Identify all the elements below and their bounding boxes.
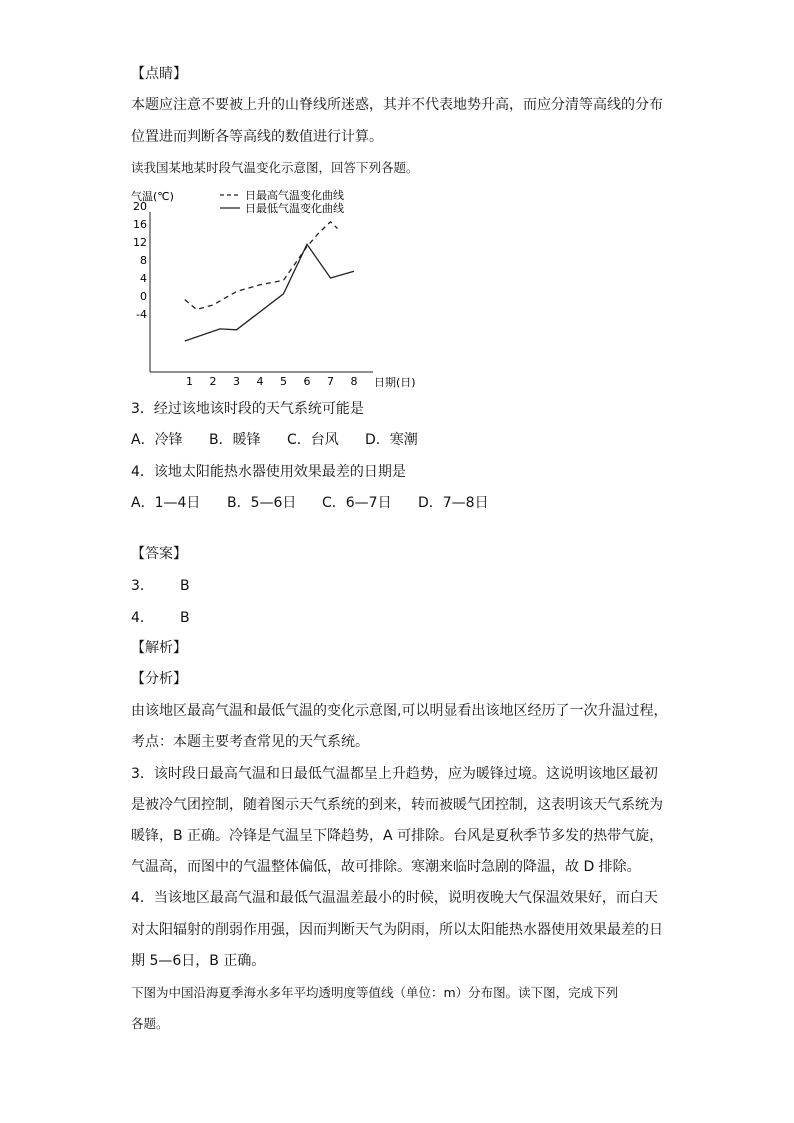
heading-dianjing: 【点睛】 bbox=[131, 66, 187, 82]
answer-3-value: B bbox=[180, 578, 190, 594]
analysis-line-8: 对太阳辐射的削弱作用强，因而判断天气为阴雨，所以太阳能热水器使用效果最差的日 bbox=[131, 922, 663, 938]
series-max-line bbox=[185, 222, 338, 310]
x-tick-label: 8 bbox=[350, 375, 358, 388]
q3-option-c: C．台风 bbox=[287, 432, 339, 448]
y-tick-label: 20 bbox=[133, 200, 147, 213]
next-intro-line-1: 下图为中国沿海夏季海水多年平均透明度等值线（单位：m）分布图。读下图，完成下列 bbox=[131, 985, 619, 1000]
answer-4-value: B bbox=[180, 610, 190, 626]
x-tick-label: 2 bbox=[209, 375, 217, 388]
x-tick-label: 7 bbox=[327, 375, 334, 388]
q4-option-b: B．5—6日 bbox=[227, 495, 297, 511]
heading-analysis: 【解析】 bbox=[131, 640, 187, 656]
analysis-line-4: 是被冷气团控制，随着图示天气系统的到来，转而被暖气团控制，这表明该天气系统为 bbox=[131, 797, 663, 813]
question-3-stem: 3．经过该地该时段的天气系统可能是 bbox=[131, 401, 364, 417]
analysis-line-6: 气温高，而图中的气温整体偏低，故可排除。寒潮来临时急剧的降温，故 D 排除。 bbox=[131, 859, 641, 875]
y-tick-label: -4 bbox=[136, 308, 147, 321]
y-tick-label: 8 bbox=[140, 254, 147, 267]
dianjing-line-1: 本题应注意不要被上升的山脊线所迷惑，其并不代表地势升高，而应分清等高线的分布 bbox=[131, 97, 663, 113]
temperature-chart bbox=[128, 186, 418, 388]
x-axis-label: 日期(日) bbox=[374, 376, 416, 388]
y-tick-label: 16 bbox=[133, 218, 147, 231]
answer-3-num: 3． bbox=[131, 578, 154, 594]
dianjing-line-2: 位置进而判断各等高线的数值进行计算。 bbox=[131, 129, 383, 145]
answer-4-num: 4． bbox=[131, 610, 154, 626]
q4-option-d: D．7—8日 bbox=[418, 495, 489, 511]
x-tick-label: 3 bbox=[233, 375, 240, 388]
legend-min-label: 日最低气温变化曲线 bbox=[245, 202, 344, 215]
analysis-line-9: 期 5—6日，B 正确。 bbox=[131, 953, 266, 969]
chart-intro: 读我国某地某时段气温变化示意图，回答下列各题。 bbox=[131, 160, 419, 175]
y-tick-label: 12 bbox=[133, 236, 147, 249]
x-tick-label: 5 bbox=[280, 375, 287, 388]
analysis-line-7: 4．当该地区最高气温和最低气温温差最小的时候，说明夜晚大气保温效果好，而白天 bbox=[131, 890, 658, 906]
heading-answer: 【答案】 bbox=[131, 546, 187, 562]
question-4-stem: 4．该地太阳能热水器使用效果最差的日期是 bbox=[131, 464, 406, 480]
q4-option-c: C．6—7日 bbox=[322, 495, 392, 511]
analysis-line-5: 暖锋，B 正确。冷锋是气温呈下降趋势，A 可排除。台风是夏秋季节多发的热带气旋， bbox=[131, 828, 664, 844]
x-tick-label: 4 bbox=[256, 375, 264, 388]
y-axis-label: 气温(℃) bbox=[131, 190, 174, 203]
q3-option-b: B．暖锋 bbox=[209, 432, 261, 448]
next-intro-line-2: 各题。 bbox=[131, 1016, 169, 1031]
analysis-line-1: 由该地区最高气温和最低气温的变化示意图,可以明显看出该地区经历了一次升温过程， bbox=[131, 703, 668, 719]
series-min-line bbox=[185, 244, 354, 341]
x-tick-label: 6 bbox=[303, 375, 311, 388]
heading-fenxi: 【分析】 bbox=[131, 671, 187, 687]
y-tick-label: 4 bbox=[140, 272, 147, 285]
q4-option-a: A．1—4日 bbox=[131, 495, 201, 511]
analysis-line-2: 考点：本题主要考查常见的天气系统。 bbox=[131, 734, 369, 750]
legend-max-label: 日最高气温变化曲线 bbox=[245, 189, 344, 202]
q3-option-a: A．冷锋 bbox=[131, 432, 183, 448]
q3-option-d: D．寒潮 bbox=[365, 432, 418, 448]
y-tick-label: 0 bbox=[140, 290, 147, 303]
analysis-line-3: 3．该时段日最高气温和日最低气温都呈上升趋势，应为暖锋过境。这说明该地区最初 bbox=[131, 766, 658, 782]
x-tick-label: 1 bbox=[186, 375, 193, 388]
